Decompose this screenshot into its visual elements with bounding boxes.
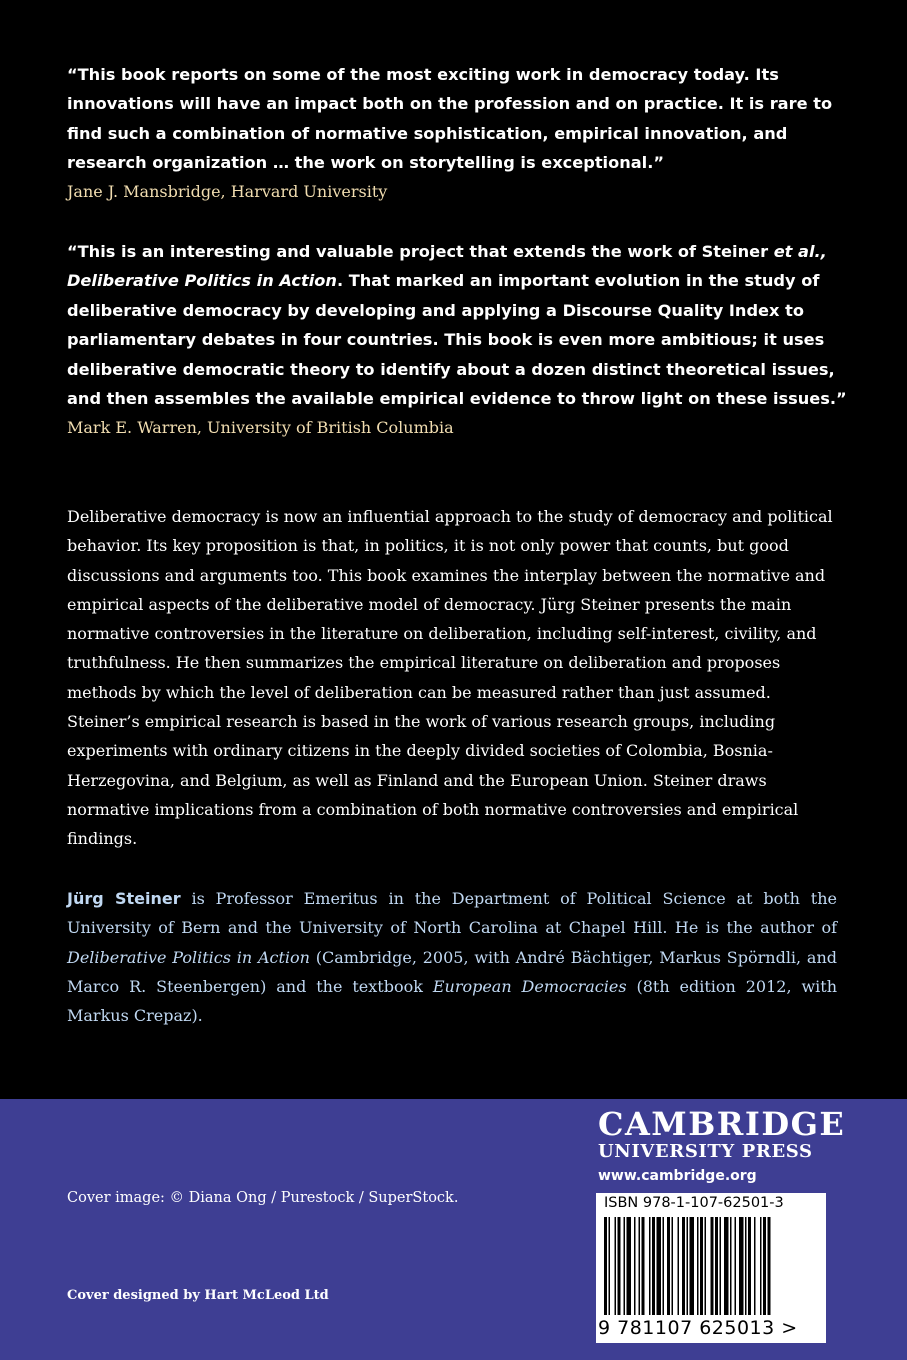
author-bio (67, 884, 837, 1030)
isbn-label: ISBN 978-1-107-62501-3 (604, 1195, 784, 1211)
quote-2-italic: et al., Deliberative Politics in Action (67, 242, 827, 291)
publisher-subname: UNIVERSITY PRESS (598, 1141, 813, 1162)
quote-2-part-b: . That marked an important evolution in the study of deliberative democracy by developing and applying a Discourse Quality Index to parliamentary debates in four countries. This book is even more ambitious; it uses deliberative democratic theory to identify about a dozen distinct theoretical issues, and then assembles the available empirical evidence to throw light on these issues.” (67, 271, 847, 409)
publisher-logo (598, 1105, 846, 1187)
bio-book-2: European Democracies (432, 976, 627, 996)
bio-part-1: is Professor Emeritus in the Department of Political Science at both the University of Bern and the University of North Carolina at Chapel Hill. He is the author of (67, 889, 837, 938)
review-attribution-2: Mark E. Warren, University of British Columbia (67, 418, 454, 437)
cover-image-credit: Cover image: © Diana Ong / Purestock / SuperStock. (67, 1190, 459, 1206)
review-quote-1: “This book reports on some of the most exciting work in democracy today. Its innovations will have an impact both on the profession and on practice. It is rare to find such a combination of normative sophistication, empirical innovation, and research organization … the work on storytelling is exceptional.” (67, 65, 833, 173)
review-attribution-1: Jane J. Mansbridge, Harvard University (67, 182, 388, 201)
publisher-name: CAMBRIDGE (598, 1105, 846, 1143)
review-quote-2 (67, 237, 847, 413)
bio-part-3: (8th edition 2012, with Markus Crepaz). (67, 976, 837, 1026)
barcode-digits: 9 781107 625013 > (598, 1317, 798, 1339)
bio-book-1: Deliberative Politics in Action (67, 947, 310, 967)
author-name: Jürg Steiner (67, 889, 181, 908)
publisher-website: www.cambridge.org (598, 1168, 757, 1184)
book-description: Deliberative democracy is now an influential approach to the study of democracy and political behavior. Its key proposition is that, in politics, it is not only power that counts, but good discussions and arguments too. This book examines the interplay between the normative and empirical aspects of the deliberative model of democracy. Jürg Steiner presents the main normative controversies in the literature on deliberation, including self-interest, civility, and truthfulness. He then summarizes the empirical literature on deliberation and proposes methods by which the level of deliberation can be measured rather than just assumed. Steiner’s empirical research is based in the work of various research groups, including experiments with ordinary citizens in the deeply divided societies of Colombia, Bosnia-Herzegovina, and Belgium, as well as Finland and the European Union. Steiner draws normative implications from a combination of both normative controversies and empirical findings. (67, 507, 833, 849)
quote-2-part-a: “This is an interesting and valuable project that extends the work of Steiner (67, 242, 774, 261)
barcode-icon (604, 1217, 818, 1315)
bio-part-2: (Cambridge, 2005, with André Bächtiger, Markus Spörndli, and Marco R. Steenbergen) and the textbook (67, 947, 838, 996)
cover-designer-credit: Cover designed by Hart McLeod Ltd (67, 1288, 329, 1303)
barcode-box (596, 1193, 826, 1343)
